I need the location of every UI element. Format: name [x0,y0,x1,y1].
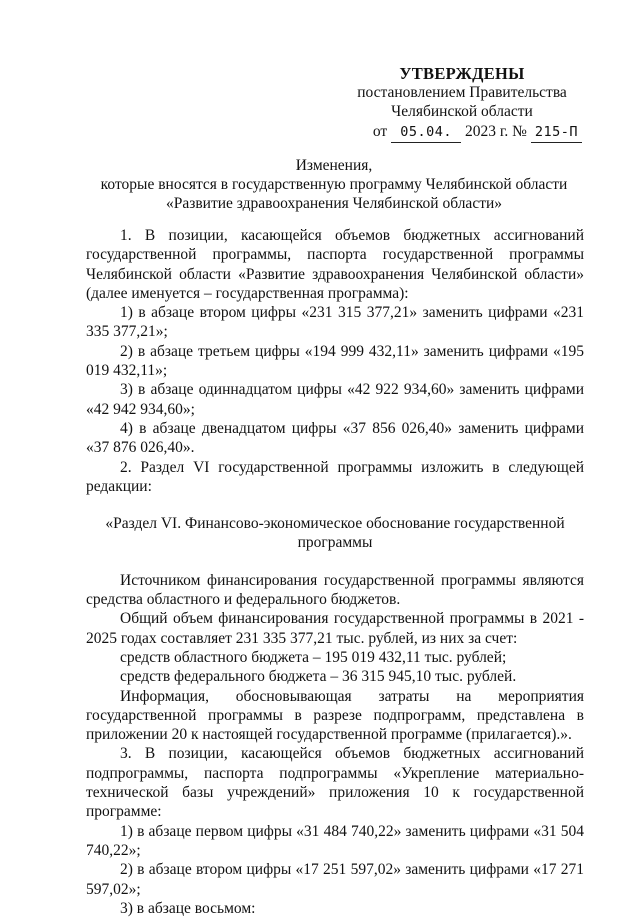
paragraph: 2) в абзаце втором цифры «17 251 597,02» заменить цифрами «17 271 597,02»; [86,861,584,898]
title-line-3: «Развитие здравоохранения Челябинской области» [165,195,503,212]
paragraph: 3) в абзаце одиннадцатом цифры «42 922 934,60» заменить цифрами «42 942 934,60»; [86,381,584,418]
paragraph: 1) в абзаце первом цифры «31 484 740,22» заменить цифрами «31 504 740,22»; [86,822,584,859]
paragraph: Источником финансирования государственной программы являются средства областного и федерального бюджетов. [86,571,584,609]
paragraph: 1) в абзаце втором цифры «231 315 377,21» заменить цифрами «231 335 377,21»; [86,304,584,341]
paragraph: Информация, обосновывающая затраты на мероприятия государственной программы в разрезе подпрограмм, представлена в приложении 20 к настоящей государственной программе (прилагается).». [86,687,584,744]
paragraph: 1. В позиции, касающейся объемов бюджетных ассигнований государственной программы, паспорта государственной программы Челябинской области «Развитие здравоохранения Челябинской области» (далее именуется – государственная программа): [86,227,584,302]
document-body [86,226,584,918]
spacer [86,496,584,514]
spacer [86,553,584,571]
paragraph: 3) в абзаце восьмом: [120,899,256,917]
approval-date-line [342,122,582,143]
approved-line-1: постановлением Правительства [357,84,567,101]
title-line-2: которые вносятся в государственную программу Челябинской области [100,176,568,193]
paragraph: 2) в абзаце третьем цифры «194 999 432,11» заменить цифрами «195 019 432,11»; [86,342,584,380]
date-middle: 2023 г. № [464,123,527,140]
paragraph: 4) в абзаце двенадцатом цифры «37 856 026,40» заменить цифрами «37 876 026,40». [86,419,584,457]
section-heading: «Раздел VI. Финансово-экономическое обоснование государственной программы [105,515,565,552]
paragraph: Общий объем финансирования государственной программы в 2021 - 2025 годах составляет 231 335 377,21 тыс. рублей, из них за счет: [86,610,584,647]
approval-block [342,64,582,143]
handwritten-number: 215-П [531,123,582,143]
title-line-1: Изменения, [295,157,373,174]
date-prefix: от [372,123,388,140]
approved-heading: УТВЕРЖДЕНЫ [399,64,525,83]
paragraph: средств областного бюджета – 195 019 432,11 тыс. рублей; [120,648,507,666]
paragraph: средств федерального бюджета – 36 315 945,10 тыс. рублей. [120,668,517,686]
paragraph: 2. Раздел VI государственной программы изложить в следующей редакции: [86,458,584,495]
approved-line-2: Челябинской области [391,103,533,120]
document-title [86,156,582,213]
handwritten-date: 05.04. [391,123,461,143]
paragraph: 3. В позиции, касающейся объемов бюджетных ассигнований подпрограммы, паспорта подпрограммы «Укрепление материально-технической базы учреждений» приложения 10 к государственной программе: [86,745,584,821]
